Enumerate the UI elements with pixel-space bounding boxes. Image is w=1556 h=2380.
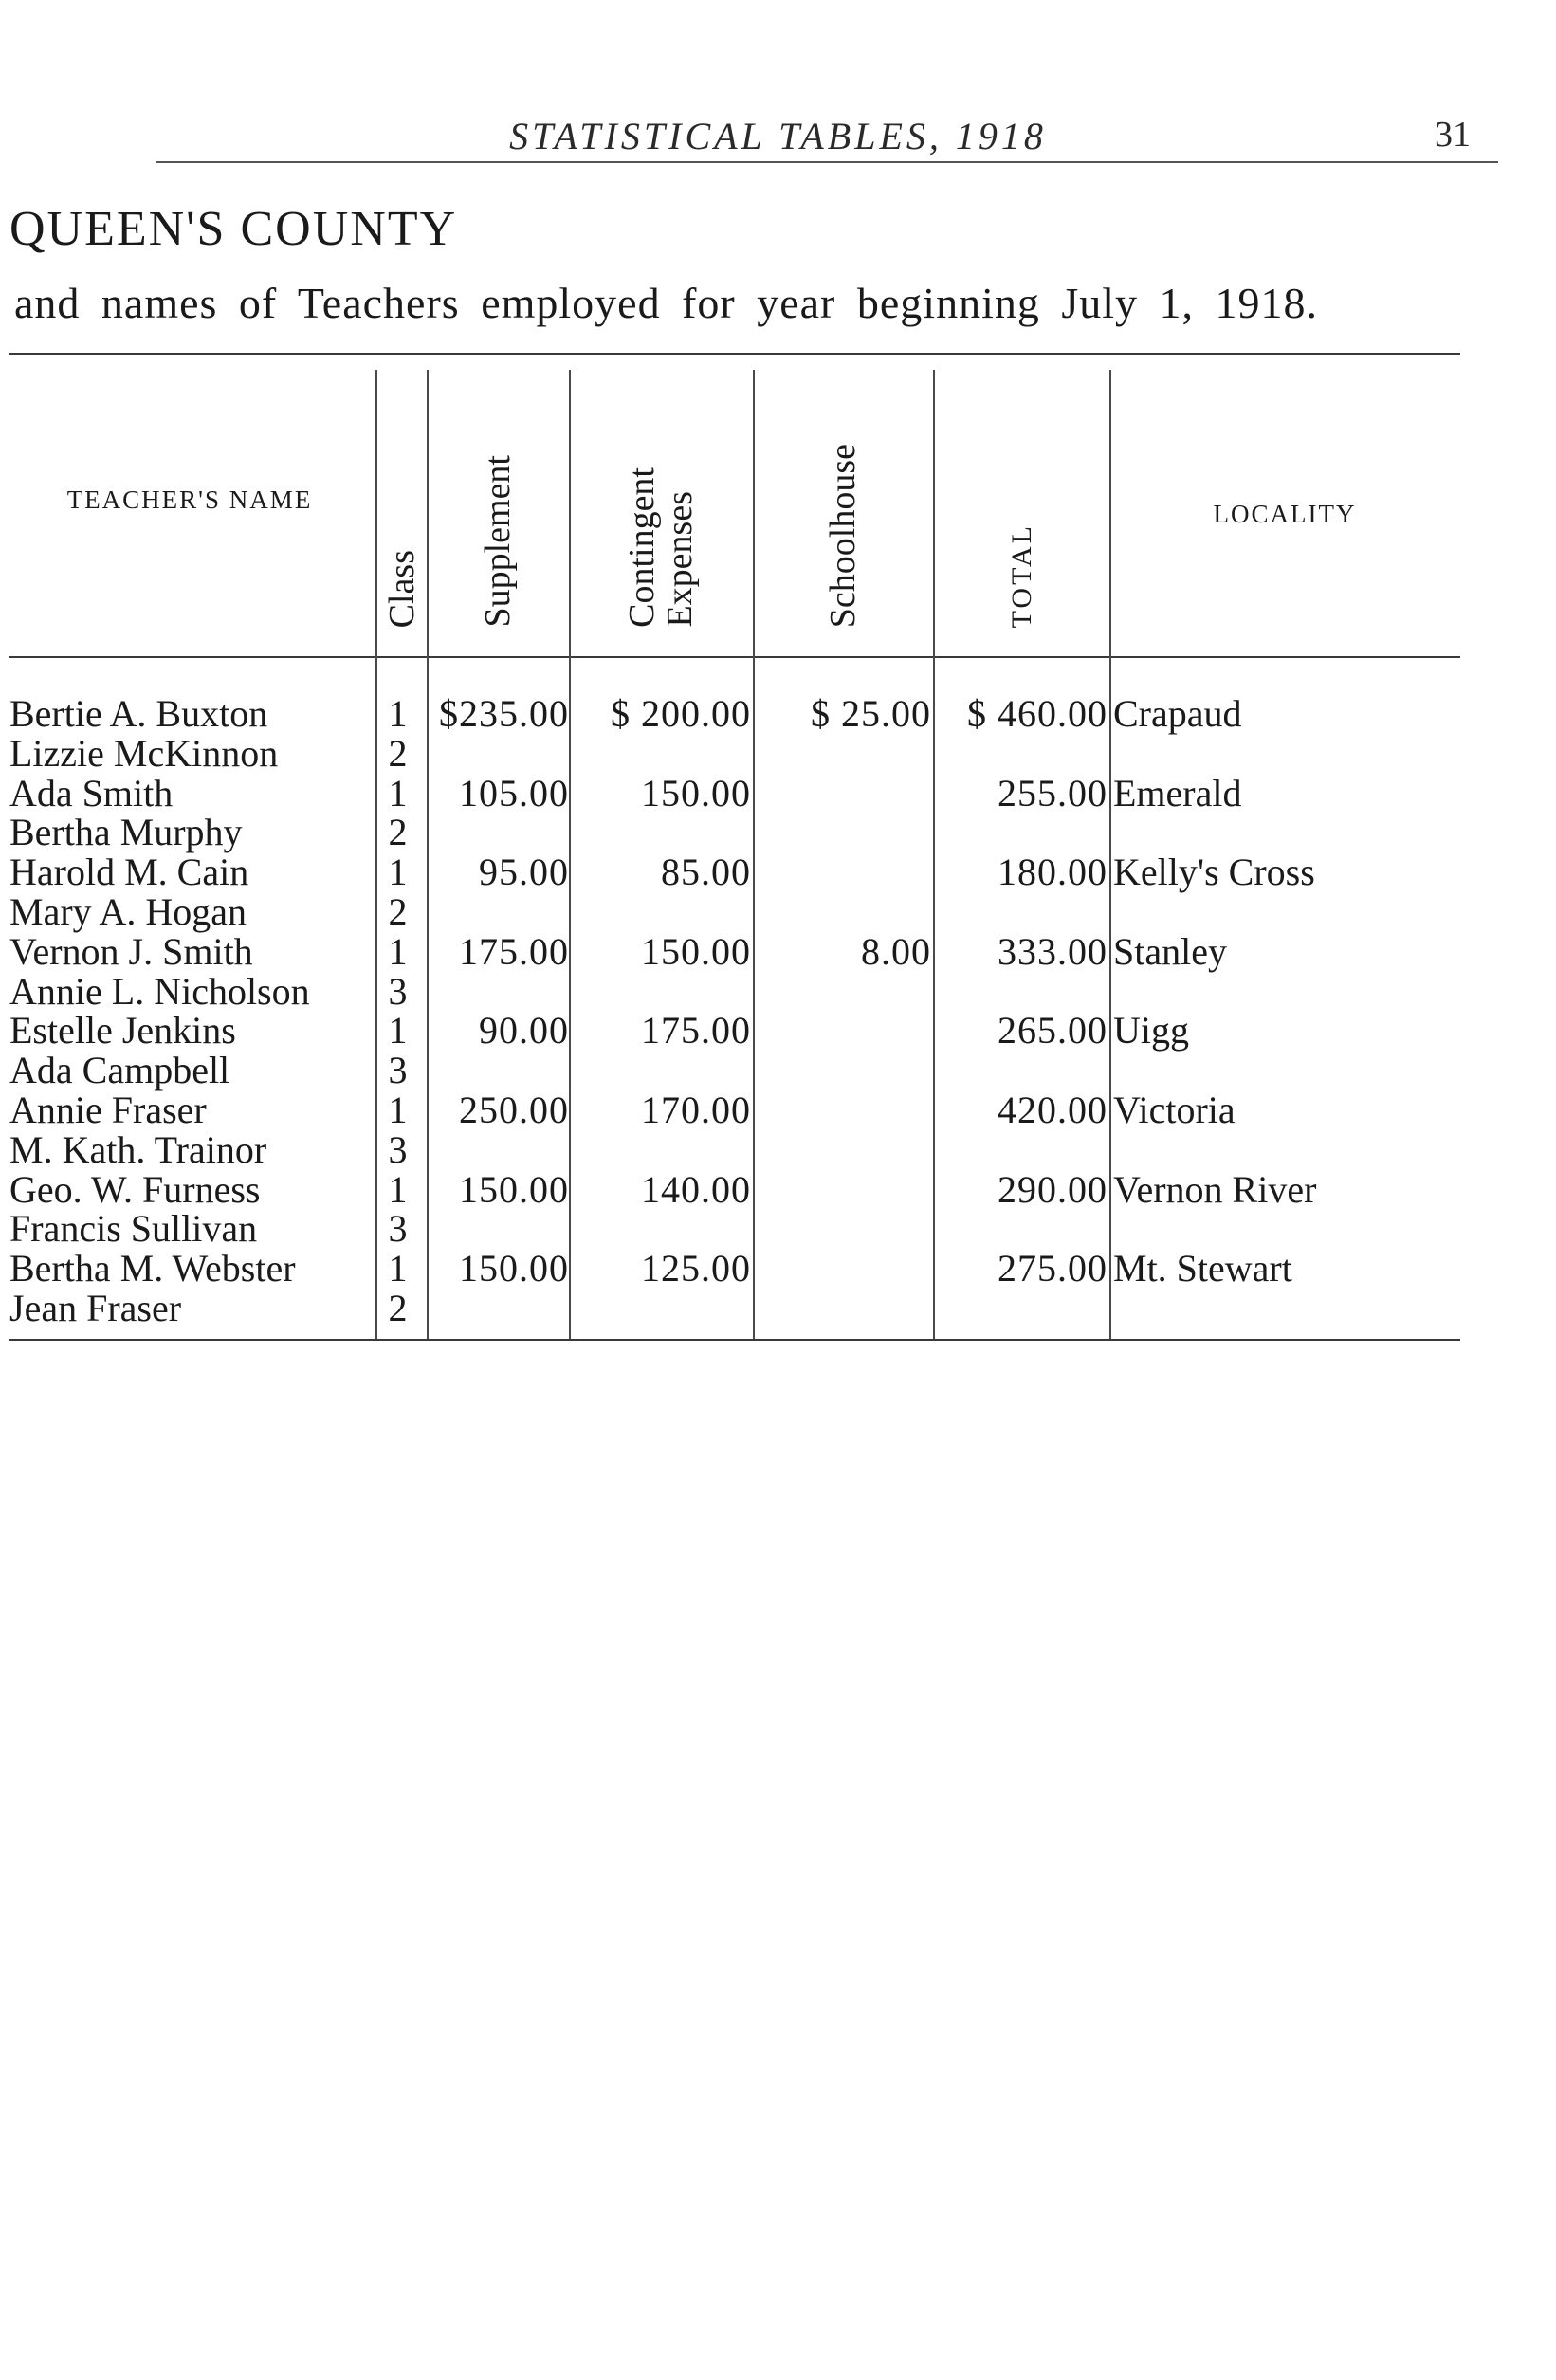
header-schoolhouse-cell [755,362,931,628]
teacher-name: Ada Smith [9,771,174,815]
teacher-name: Mary A. Hogan [9,889,247,933]
page-number: 31 [1435,115,1471,155]
table-bottom-rule [9,1339,1460,1341]
header-total-cell [935,362,1109,628]
teacher-name: M. Kath. Trainor [9,1127,267,1171]
header-teacher-name: TEACHER'S NAME [66,485,313,514]
table-row [9,1286,1460,1329]
teacher-name: Bertha Murphy [9,811,243,854]
total-value: $ 460.00 [967,692,1108,735]
class-value: 2 [388,1286,409,1329]
class-value: 1 [388,1088,409,1131]
locality-value: Stanley [1113,929,1227,973]
locality-value: Vernon River [1113,1167,1317,1211]
table-row [9,1051,1460,1090]
schoolhouse-value: $ 25.00 [811,692,931,735]
supplement-value: $235.00 [439,692,569,735]
table-row [9,969,1460,1013]
contingent-value: 85.00 [661,851,751,894]
class-value: 1 [388,1167,409,1211]
class-value: 3 [388,1049,409,1092]
teacher-name: Francis Sullivan [9,1207,258,1251]
supplement-value: 105.00 [459,771,569,815]
contingent-value: 170.00 [641,1088,751,1131]
header-schoolhouse: Schoolhouse [823,443,863,628]
total-value: 265.00 [998,1009,1108,1053]
table-row [9,889,1460,933]
table-row [9,813,1460,852]
header-contingent-cell [571,362,751,628]
class-value: 2 [388,889,409,933]
total-value: 333.00 [998,929,1108,973]
teacher-name: Annie L. Nicholson [9,969,310,1013]
locality-value: Crapaud [1113,692,1242,735]
header-rule [156,161,1498,163]
teacher-name: Annie Fraser [9,1088,207,1131]
teacher-name: Harold M. Cain [9,851,249,894]
table-row [9,852,1460,892]
header-class-cell [377,362,427,628]
supplement-value: 95.00 [479,851,569,894]
table-row [9,1011,1460,1051]
supplement-value: 175.00 [459,929,569,973]
locality-value: Kelly's Cross [1113,851,1315,894]
teacher-name: Lizzie McKinnon [9,731,279,775]
contingent-value: 125.00 [641,1247,751,1291]
running-head [0,112,1556,159]
teacher-name: Bertie A. Buxton [9,692,268,735]
locality-value: Uigg [1113,1009,1189,1053]
class-value: 1 [388,1009,409,1053]
class-value: 1 [388,851,409,894]
total-value: 290.00 [998,1167,1108,1211]
class-value: 3 [388,1127,409,1171]
teacher-name: Ada Campbell [9,1049,230,1092]
table-body [9,694,1460,1328]
teachers-table [9,353,1460,1348]
total-value: 255.00 [998,771,1108,815]
header-locality: LOCALITY [1213,500,1357,528]
total-value: 275.00 [998,1247,1108,1291]
class-value: 1 [388,929,409,973]
header-contingent: Contingent [622,467,662,628]
class-value: 2 [388,731,409,775]
header-expenses: Expenses [660,491,700,628]
table-header-rule [9,656,1460,658]
contingent-value: 150.00 [641,771,751,815]
running-title: STATISTICAL TABLES, 1918 [509,115,1047,157]
header-total: TOTAL [1006,522,1037,628]
county-title: QUEEN'S COUNTY [9,202,458,256]
supplement-value: 150.00 [459,1167,569,1211]
table-row [9,1209,1460,1249]
teacher-name: Geo. W. Furness [9,1167,261,1211]
class-value: 1 [388,771,409,815]
contingent-value: 140.00 [641,1167,751,1211]
header-supplement-cell [429,362,567,628]
teacher-name: Vernon J. Smith [9,929,253,973]
class-value: 3 [388,969,409,1013]
table-row [9,731,1460,775]
locality-value: Emerald [1113,771,1242,815]
class-value: 1 [388,692,409,735]
total-value: 180.00 [998,851,1108,894]
total-value: 420.00 [998,1088,1108,1131]
contingent-value: 175.00 [641,1009,751,1053]
teacher-name: Jean Fraser [9,1286,182,1329]
contingent-value: $ 200.00 [611,692,751,735]
table-row [9,694,1460,734]
contingent-value: 150.00 [641,929,751,973]
locality-value: Victoria [1113,1088,1236,1131]
class-value: 2 [388,811,409,854]
table-row [9,1249,1460,1289]
class-value: 1 [388,1247,409,1291]
table-row [9,1167,1460,1211]
table-row [9,1127,1460,1171]
supplement-value: 90.00 [479,1009,569,1053]
table-row [9,771,1460,815]
header-class: Class [382,549,422,628]
table-top-rule [9,353,1460,355]
supplement-value: 150.00 [459,1247,569,1291]
table-subtitle: and names of Teachers employed for year beginning July 1, 1918. [14,279,1319,327]
table-row [9,1090,1460,1130]
table-row [9,929,1460,973]
class-value: 3 [388,1207,409,1251]
locality-value: Mt. Stewart [1113,1247,1292,1291]
teacher-name: Estelle Jenkins [9,1009,236,1053]
supplement-value: 250.00 [459,1088,569,1131]
teacher-name: Bertha M. Webster [9,1247,296,1291]
header-supplement: Supplement [478,455,518,628]
schoolhouse-value: 8.00 [861,929,931,973]
